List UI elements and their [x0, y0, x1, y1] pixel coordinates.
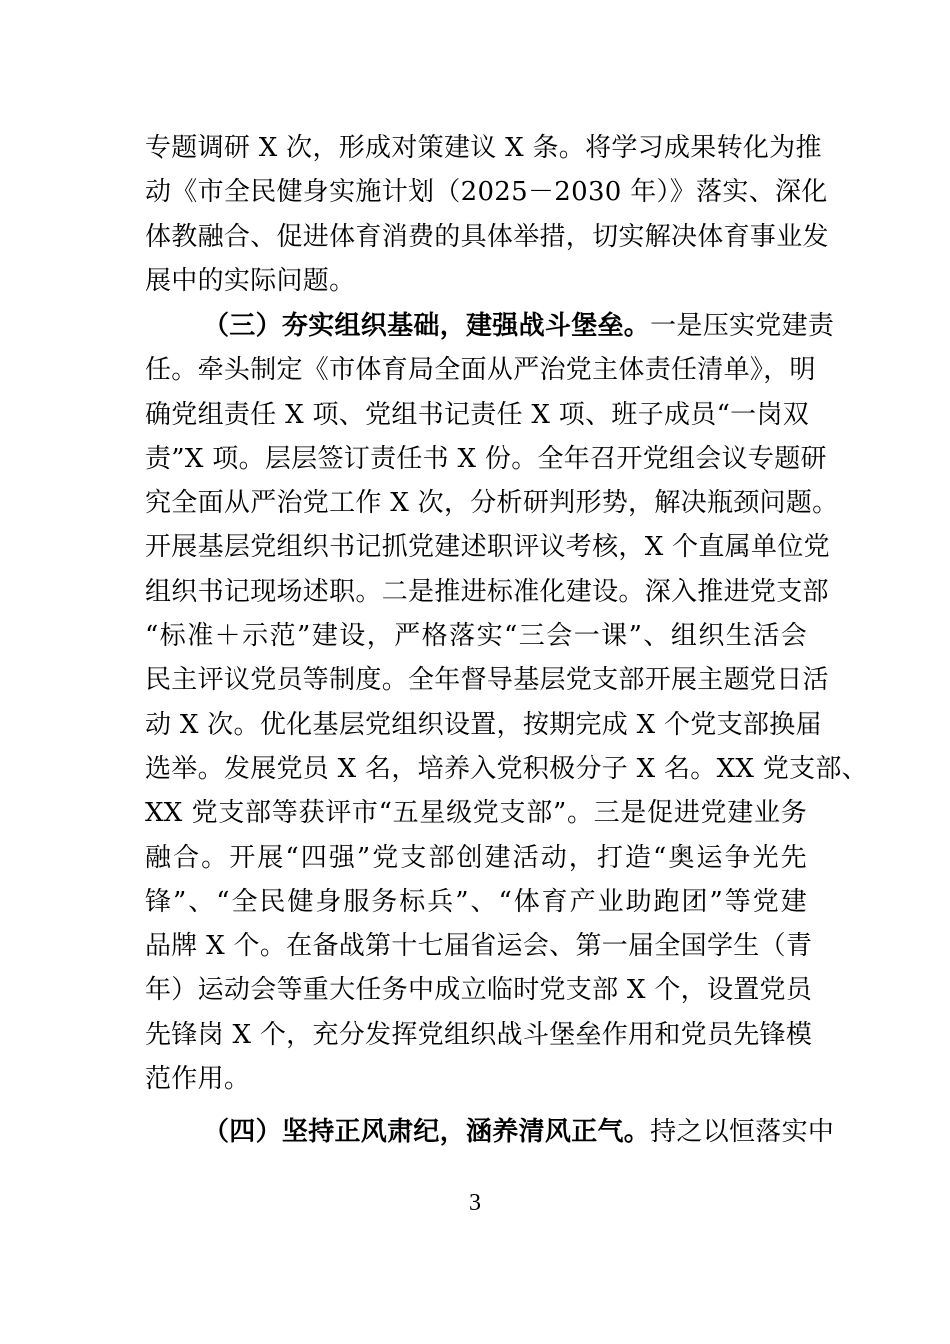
section-heading-4: （四）坚持正风肃纪，涵养清风正气。 — [203, 1117, 651, 1147]
text-line: 范作用。 — [145, 1064, 251, 1095]
paragraph-first-line — [145, 304, 835, 348]
text-line: 体教融合、促进体育消费的具体举措，切实解决体育事业发 — [145, 221, 829, 252]
text-line: XX 党支部等获评市“五星级党支部”。三是促进党建业务 — [145, 798, 807, 829]
paragraph-1 — [145, 126, 829, 303]
text-line: 任。牵头制定《市体育局全面从严治党主体责任清单》，明 — [145, 355, 816, 386]
paragraph-2 — [145, 304, 868, 1101]
page-number: 3 — [469, 1190, 481, 1216]
text-line: 先锋岗 X 个，充分发挥党组织战斗堡垒作用和党员先锋模 — [145, 1019, 813, 1050]
text-line: 动《市全民健身实施计划（2025－2030 年）》落实、深化 — [145, 177, 828, 208]
text-line: 融合。开展“四强”党支部创建活动，打造“奥运争光先 — [145, 842, 807, 873]
text-line: 民主评议党员等制度。全年督导基层党支部开展主题党日活 — [145, 665, 829, 696]
first-line-text: 持之以恒落实中 — [650, 1117, 835, 1147]
text-line: 确党组责任 X 项、党组书记责任 X 项、班子成员“一岗双 — [145, 399, 810, 430]
text-line: 展中的实际问题。 — [145, 265, 356, 296]
text-line: 责”X 项。层层签订责任书 X 份。全年召开党组会议专题研 — [145, 443, 827, 474]
text-line: “标准＋示范”建设，严格落实“三会一课”、组织生活会 — [145, 621, 807, 652]
section-heading-3: （三）夯实组织基础，建强战斗堡垒。 — [203, 311, 651, 341]
text-line: 锋”、“全民健身服务标兵”、“体育产业助跑团”等党建 — [145, 886, 807, 917]
text-line: 组织书记现场述职。二是推进标准化建设。深入推进党支部 — [145, 576, 829, 607]
text-line: 品牌 X 个。在备战第十七届省运会、第一届全国学生（青 — [145, 931, 813, 962]
paragraph-first-line — [145, 1110, 835, 1154]
text-line: 选举。发展党员 X 名，培养入党积极分子 X 名。XX 党支部、 — [145, 753, 868, 784]
text-line: 专题调研 X 次，形成对策建议 X 条。将学习成果转化为推 — [145, 133, 822, 163]
text-line: 究全面从严治党工作 X 次，分析研判形势，解决瓶颈问题。 — [145, 488, 839, 519]
first-line-text: 一是压实党建责 — [650, 311, 835, 341]
paragraph-3 — [145, 1110, 835, 1154]
text-line: 动 X 次。优化基层党组织设置，按期完成 X 个党支部换届 — [145, 709, 822, 740]
text-line: 开展基层党组织书记抓党建述职评议考核，X 个直属单位党 — [145, 532, 830, 563]
text-line: 年）运动会等重大任务中成立临时党支部 X 个，设置党员 — [145, 975, 813, 1006]
